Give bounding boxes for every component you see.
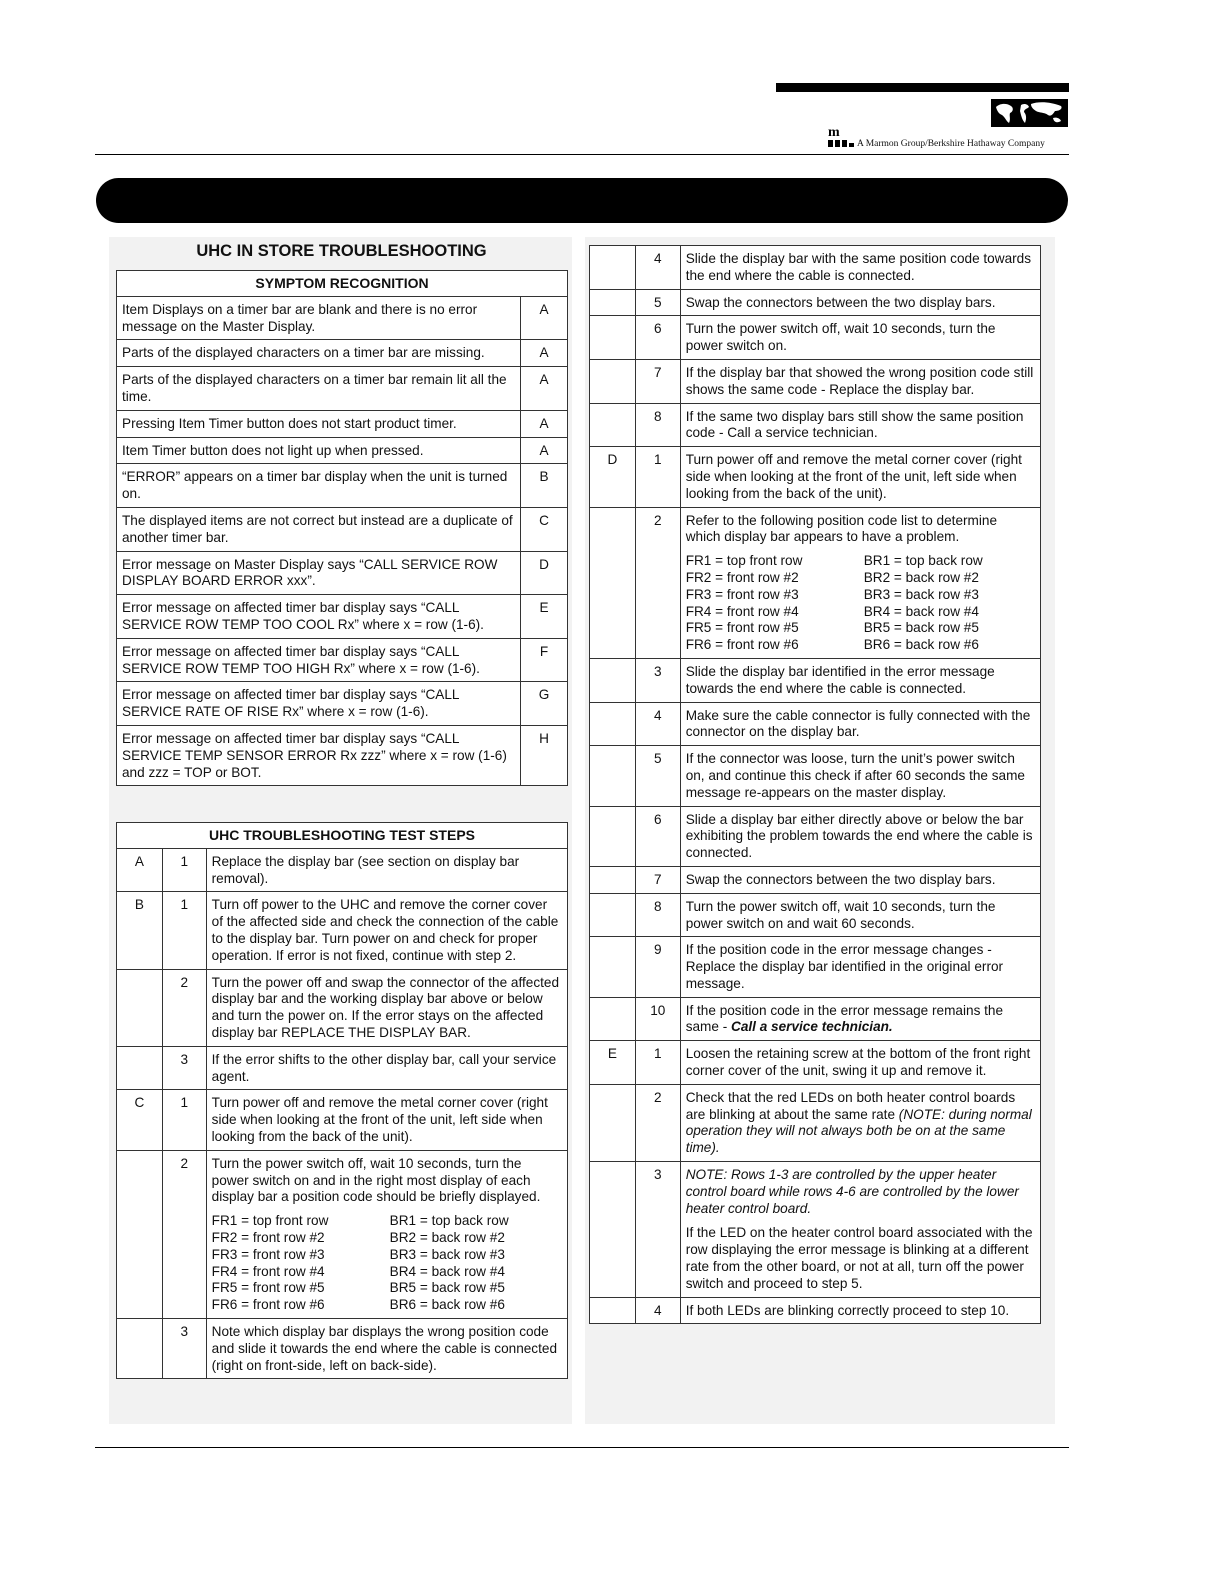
step-text: Turn off power to the UHC and remove the corner cover of the affected side and check the connection of the cable to the display bar. Turn power on and check for proper operation. If error is not fixed, continue with step 2.	[211, 897, 559, 963]
step-text-cell	[680, 746, 1040, 806]
step-text-cell	[206, 1090, 567, 1150]
step-code: C	[117, 1090, 163, 1150]
marmon-logo-icon	[827, 124, 855, 148]
table-row	[117, 682, 568, 726]
step-text: Loosen the retaining screw at the bottom of the front right corner cover of the unit, swing it up and remove it.	[685, 1046, 1031, 1079]
table-row	[590, 658, 1041, 702]
header-top-bar	[776, 83, 1069, 92]
table-row	[590, 1162, 1041, 1298]
step-code	[590, 893, 636, 937]
position-code-front: FR1 = top front row	[211, 1213, 329, 1229]
step-text: Turn the power switch off, wait 10 seconds, turn the power switch on and in the right most display of each display bar a position code should be briefly displayed.	[211, 1155, 541, 1205]
position-code-front: FR2 = front row #2	[685, 569, 799, 585]
step-text-cell	[680, 937, 1040, 997]
symptom-code: E	[521, 595, 568, 639]
header-rule	[95, 154, 1069, 155]
step-number: 7	[635, 359, 680, 403]
step-text: Swap the connectors between the two display bars.	[685, 871, 996, 887]
position-code-front: FR5 = front row #5	[211, 1280, 325, 1296]
step-text: Turn power off and remove the metal corner cover (right side when looking at the front of the unit, left side when looking from the back of the unit).	[685, 452, 1022, 501]
step-code	[590, 359, 636, 403]
step-text-cell	[206, 1046, 567, 1090]
step-code: B	[117, 892, 163, 969]
table-row	[590, 246, 1041, 290]
step-text-cell	[680, 702, 1040, 746]
step-text	[686, 1003, 1034, 1037]
svg-text:m: m	[828, 125, 840, 140]
step-text-part: If the position code in the error message remains the same -	[685, 1002, 1004, 1035]
step-text: Refer to the following position code list to determine which display bar appears to have a problem.	[685, 512, 998, 545]
step-text-cell	[680, 1084, 1040, 1161]
step-text-cell	[680, 447, 1040, 507]
step-code	[590, 1084, 636, 1161]
footer-rule	[95, 1447, 1069, 1448]
table-row	[117, 507, 568, 551]
step-number: 4	[635, 1297, 680, 1324]
symptom-text: Item Displays on a timer bar are blank and there is no error message on the Master Display.	[117, 296, 521, 340]
symptom-code: D	[521, 551, 568, 595]
symptom-text: Parts of the displayed characters on a timer bar are missing.	[117, 340, 521, 367]
table-row	[117, 551, 568, 595]
step-number: 2	[162, 969, 206, 1046]
symptom-code: A	[521, 367, 568, 411]
table-row	[590, 403, 1041, 447]
symptom-text: Error message on affected timer bar display says “CALL SERVICE TEMP SENSOR ERROR Rx zzz” where x = row (1-6) and zzz = TOP or BOT.	[117, 725, 521, 785]
table-header-row	[117, 271, 568, 297]
step-number: 6	[635, 316, 680, 360]
position-code-front: FR4 = front row #4	[685, 603, 799, 619]
symptom-text: The displayed items are not correct but instead are a duplicate of another timer bar.	[117, 507, 521, 551]
step-number: 5	[635, 746, 680, 806]
step-text: Turn the power switch off, wait 10 seconds, turn the power switch on.	[685, 321, 996, 354]
symptom-text: Item Timer button does not light up when pressed.	[117, 437, 521, 464]
table-row	[117, 296, 568, 340]
table-row	[117, 367, 568, 411]
symptom-code: B	[521, 464, 568, 508]
step-text-cell	[206, 892, 567, 969]
step-code	[590, 1297, 636, 1324]
step-number: 3	[162, 1046, 206, 1090]
table-row	[117, 848, 568, 892]
symptom-code: G	[521, 682, 568, 726]
step-code	[590, 866, 636, 893]
table-row	[590, 746, 1041, 806]
symptom-code: H	[521, 725, 568, 785]
table-row	[117, 638, 568, 682]
step-text-part: Check that the red LEDs on both heater control boards are blinking at about the same rate	[685, 1089, 1016, 1122]
position-code-back: BR1 = top back row	[389, 1213, 509, 1229]
step-text-cell	[680, 1162, 1040, 1298]
step-number: 2	[162, 1150, 206, 1318]
step-text	[686, 1090, 1034, 1157]
step-number: 1	[635, 447, 680, 507]
table-row	[590, 316, 1041, 360]
step-text-cell	[680, 246, 1040, 290]
step-number: 1	[635, 1041, 680, 1085]
step-text-cell	[206, 1318, 567, 1378]
step-number: 5	[635, 289, 680, 316]
step-text: Slide a display bar either directly above or below the bar exhibiting the problem towards the end where the cable is connected.	[685, 811, 1033, 861]
symptom-table-header: SYMPTOM RECOGNITION	[117, 271, 568, 297]
step-number: 2	[635, 507, 680, 658]
step-text: If the error shifts to the other display bar, call your service agent.	[211, 1051, 557, 1084]
step-text-cell	[680, 658, 1040, 702]
position-code-back: BR3 = back row #3	[863, 586, 979, 602]
step-code: E	[590, 1041, 636, 1085]
symptom-code: A	[521, 410, 568, 437]
step-code	[590, 702, 636, 746]
position-code-front: FR6 = front row #6	[211, 1297, 325, 1313]
step-text: Replace the display bar (see section on display bar removal).	[211, 853, 520, 886]
step-text-cell	[206, 969, 567, 1046]
step-number: 8	[635, 893, 680, 937]
symptom-text: Parts of the displayed characters on a timer bar remain lit all the time.	[117, 367, 521, 411]
step-text-cell	[680, 806, 1040, 866]
table-row	[117, 725, 568, 785]
symptom-text: Pressing Item Timer button does not start product timer.	[117, 410, 521, 437]
position-code-back: BR2 = back row #2	[863, 569, 979, 585]
step-number: 1	[162, 848, 206, 892]
step-code	[590, 507, 636, 658]
step-code	[590, 403, 636, 447]
table-row	[117, 340, 568, 367]
step-text-cell	[680, 866, 1040, 893]
step-code	[117, 1150, 163, 1318]
step-text: Note which display bar displays the wrong position code and slide it towards the end where the cable is connected (right on front-side, left on back-side).	[211, 1323, 558, 1373]
step-code	[590, 997, 636, 1041]
symptom-code: F	[521, 638, 568, 682]
position-code-back: BR5 = back row #5	[863, 620, 979, 636]
step-code	[590, 246, 636, 290]
table-row	[590, 447, 1041, 507]
table-row	[117, 1090, 568, 1150]
position-code-front: FR5 = front row #5	[685, 620, 799, 636]
step-code	[590, 746, 636, 806]
test-steps-header: UHC TROUBLESHOOTING TEST STEPS	[117, 823, 568, 849]
step-note: (NOTE: during normal operation they will not always both be on at the same time).	[685, 1106, 1032, 1156]
step-text-cell	[206, 1150, 567, 1318]
table-row	[590, 1084, 1041, 1161]
symptom-text: Error message on affected timer bar display says “CALL SERVICE ROW TEMP TOO COOL Rx” where x = row (1-6).	[117, 595, 521, 639]
step-number: 8	[635, 403, 680, 447]
position-code-back: BR4 = back row #4	[863, 603, 979, 619]
table-row	[590, 997, 1041, 1041]
symptom-text: Error message on affected timer bar display says “CALL SERVICE ROW TEMP TOO HIGH Rx” where x = row (1-6).	[117, 638, 521, 682]
step-number: 10	[635, 997, 680, 1041]
step-text: If the display bar that showed the wrong position code still shows the same code - Replace the display bar.	[685, 364, 1034, 397]
table-row	[117, 1046, 568, 1090]
step-text-cell	[680, 1041, 1040, 1085]
step-code	[117, 1046, 163, 1090]
step-code	[590, 806, 636, 866]
step-text-cell	[680, 997, 1040, 1041]
position-code-list	[212, 1213, 561, 1314]
symptom-text: “ERROR” appears on a timer bar display when the unit is turned on.	[117, 464, 521, 508]
table-row	[590, 806, 1041, 866]
table-row	[590, 359, 1041, 403]
table-row	[117, 437, 568, 464]
step-number: 3	[162, 1318, 206, 1378]
table-row	[590, 289, 1041, 316]
step-number: 6	[635, 806, 680, 866]
step-code: A	[117, 848, 163, 892]
test-steps-table-right	[589, 245, 1041, 1324]
step-text: If both LEDs are blinking correctly proceed to step 10.	[685, 1302, 1010, 1318]
step-text-cell	[680, 1297, 1040, 1324]
table-row	[117, 595, 568, 639]
step-number: 1	[162, 1090, 206, 1150]
step-number: 3	[635, 1162, 680, 1298]
step-number: 4	[635, 246, 680, 290]
step-text: Turn the power switch off, wait 10 seconds, turn the power switch on and wait 60 seconds.	[685, 898, 996, 931]
step-text-cell	[680, 507, 1040, 658]
position-code-back: BR2 = back row #2	[389, 1229, 505, 1245]
test-steps-table-left	[116, 822, 568, 1379]
step-text-cell	[680, 893, 1040, 937]
step-text-cell	[680, 359, 1040, 403]
call-technician-emphasis: Call a service technician.	[731, 1019, 893, 1035]
section-title: UHC IN STORE TROUBLESHOOTING	[196, 242, 487, 260]
table-row	[117, 1318, 568, 1378]
symptom-text: Error message on affected timer bar display says “CALL SERVICE RATE OF RISE Rx” where x = row (1-6).	[117, 682, 521, 726]
position-code-back: BR1 = top back row	[863, 553, 983, 569]
step-text: Make sure the cable connector is fully connected with the connector on the display bar.	[685, 707, 1031, 740]
symptom-code: A	[521, 340, 568, 367]
table-row	[590, 507, 1041, 658]
table-row	[117, 464, 568, 508]
position-code-back: BR4 = back row #4	[389, 1263, 505, 1279]
step-code	[590, 658, 636, 702]
symptom-recognition-table	[116, 270, 568, 786]
position-code-front: FR4 = front row #4	[211, 1263, 325, 1279]
table-row	[590, 702, 1041, 746]
step-text: If the same two display bars still show the same position code - Call a service technician.	[685, 408, 1024, 441]
company-tagline: A Marmon Group/Berkshire Hathaway Company	[857, 139, 1045, 149]
step-text: If the position code in the error message changes - Replace the display bar identified in the original error message.	[685, 942, 1004, 991]
position-code-front: FR1 = top front row	[685, 553, 803, 569]
step-text: Slide the display bar with the same position code towards the end where the cable is connected.	[685, 251, 1032, 283]
position-code-back: BR5 = back row #5	[389, 1280, 505, 1296]
table-row	[117, 969, 568, 1046]
symptom-code: A	[521, 296, 568, 340]
position-code-front: FR2 = front row #2	[211, 1229, 325, 1245]
table-row	[117, 892, 568, 969]
step-text: Turn the power off and swap the connector of the affected display bar and the working display bar above or below and turn the power on. If the error stays on the affected display bar REPLACE THE DISPLAY BAR.	[211, 974, 560, 1040]
step-number: 3	[635, 658, 680, 702]
step-text: Slide the display bar identified in the error message towards the end where the cable is connected.	[685, 663, 995, 696]
table-row	[117, 410, 568, 437]
world-map-icon	[991, 99, 1068, 127]
step-code: D	[590, 447, 636, 507]
title-band	[96, 178, 1068, 223]
table-row	[590, 937, 1041, 997]
table-header-row	[117, 823, 568, 849]
step-code	[590, 1162, 636, 1298]
step-text: If the LED on the heater control board associated with the row displaying the error message is blinking at a different rate from the other board, or not at all, turn off the power switch and proceed to step 5.	[685, 1225, 1033, 1291]
table-row	[590, 893, 1041, 937]
step-text-cell	[680, 316, 1040, 360]
symptom-code: C	[521, 507, 568, 551]
step-code	[590, 316, 636, 360]
step-number: 7	[635, 866, 680, 893]
table-row	[590, 1041, 1041, 1085]
step-text-cell	[680, 289, 1040, 316]
position-code-front: FR3 = front row #3	[211, 1246, 325, 1262]
step-note: NOTE: Rows 1-3 are controlled by the upper heater control board while rows 4-6 are controlled by the lower heater control board.	[685, 1167, 1019, 1216]
table-row	[590, 866, 1041, 893]
step-text-cell	[206, 848, 567, 892]
table-row	[117, 1150, 568, 1318]
step-number: 9	[635, 937, 680, 997]
position-code-front: FR3 = front row #3	[685, 586, 799, 602]
symptom-text: Error message on Master Display says “CALL SERVICE ROW DISPLAY BOARD ERROR xxx”.	[117, 551, 521, 595]
step-number: 4	[635, 702, 680, 746]
step-code	[590, 289, 636, 316]
step-code	[117, 1318, 163, 1378]
step-text-cell	[680, 403, 1040, 447]
step-text: Swap the connectors between the two display bars.	[685, 294, 996, 310]
step-text: If the connector was loose, turn the unit’s power switch on, and continue this check if after 60 seconds the same message re-appears on the master display.	[685, 751, 1025, 800]
position-code-back: BR3 = back row #3	[389, 1246, 505, 1262]
position-code-list	[686, 553, 1034, 654]
position-code-back: BR6 = back row #6	[389, 1297, 505, 1313]
position-code-front: FR6 = front row #6	[685, 637, 799, 653]
position-code-back: BR6 = back row #6	[863, 637, 979, 653]
step-number: 2	[635, 1084, 680, 1161]
step-code	[117, 969, 163, 1046]
step-code	[590, 937, 636, 997]
table-row	[590, 1297, 1041, 1324]
symptom-code: A	[521, 437, 568, 464]
step-number: 1	[162, 892, 206, 969]
step-text: Turn power off and remove the metal corner cover (right side when looking at the front of the unit, left side when looking from the back of the unit).	[211, 1095, 548, 1144]
